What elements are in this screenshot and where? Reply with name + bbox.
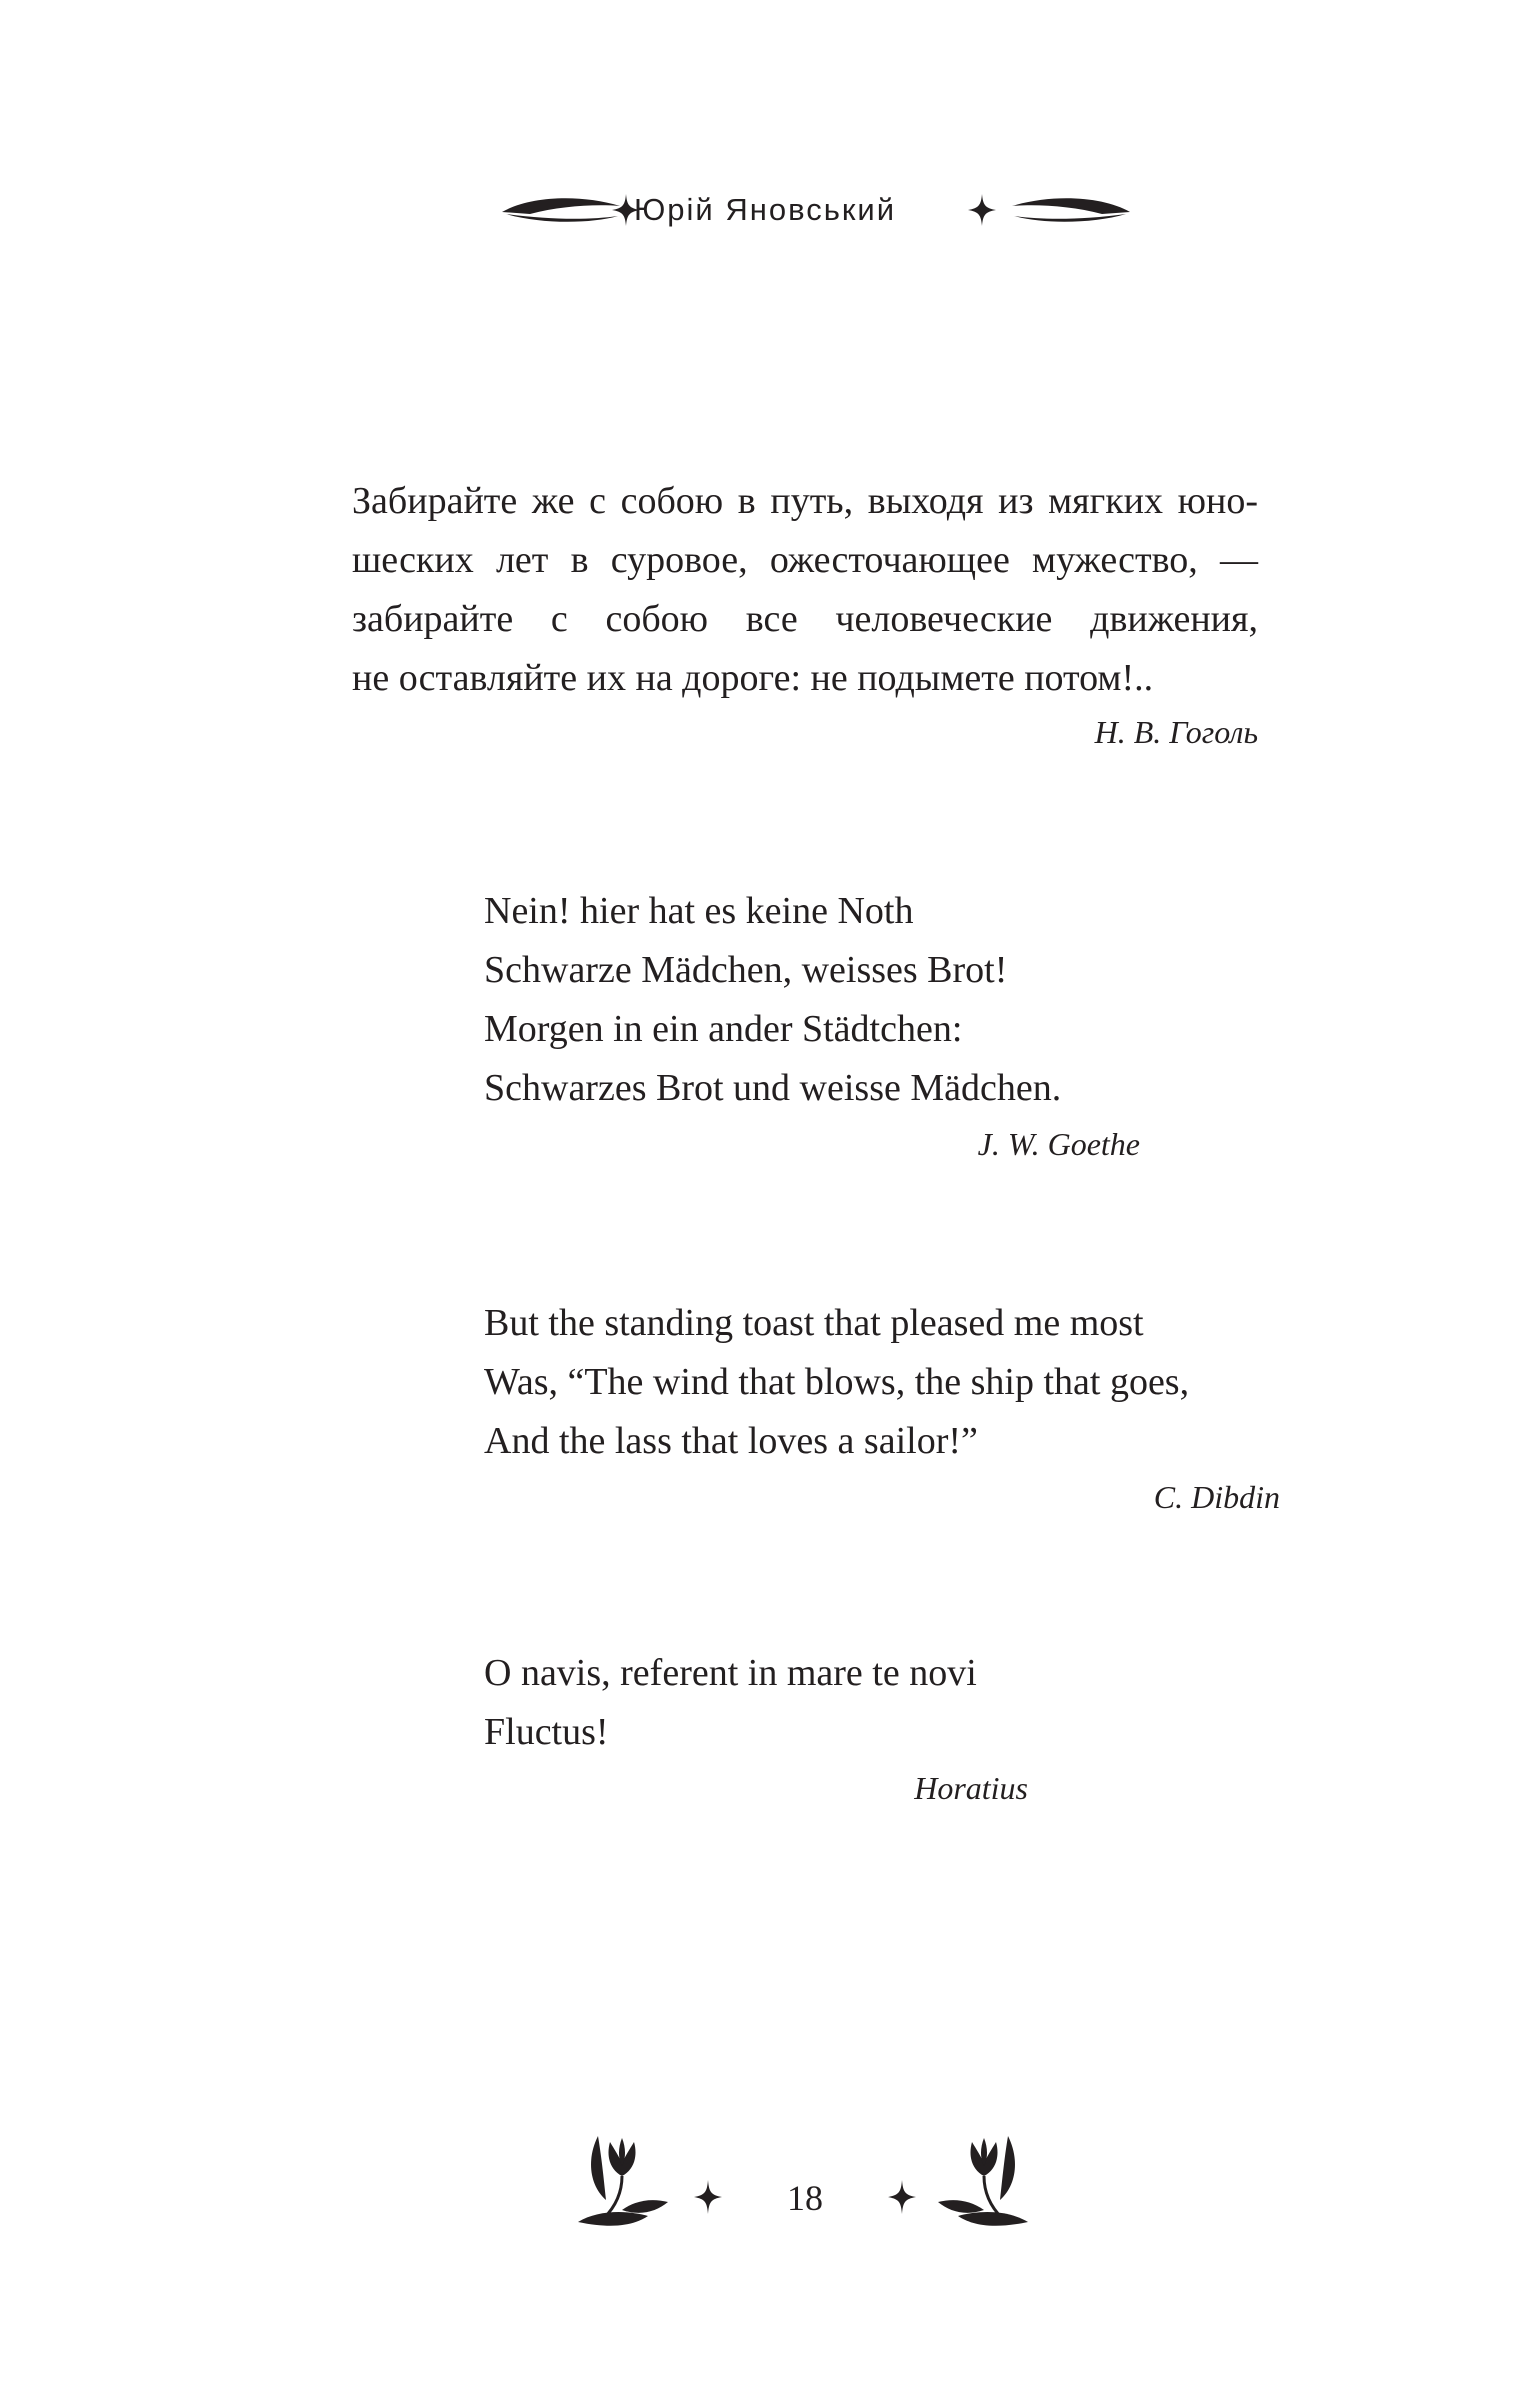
epigraph-line: Забирайте же с собою в путь, выходя из мягких юно-: [352, 480, 1258, 522]
epigraph-gogol: [352, 472, 1258, 752]
header-title: Юрій Яновський: [633, 192, 897, 227]
sparkle-icon: [888, 2180, 916, 2214]
epigraph-author: Horatius: [914, 1770, 1028, 1806]
sparkle-icon: [968, 194, 996, 226]
epigraph-line: шеских лет в суровое, ожесточающее мужество, —: [352, 539, 1258, 581]
epigraph-dibdin: [484, 1294, 1280, 1517]
epigraph-line: Morgen in ein ander Städtchen:: [484, 1008, 963, 1050]
epigraph-line: не оставляйте их на дороге: не подымете потом!..: [352, 657, 1154, 699]
epigraph-horatius: [484, 1644, 1028, 1808]
epigraph-author: C. Dibdin: [1153, 1479, 1280, 1515]
sparkle-icon: [694, 2180, 722, 2214]
epigraph-line: And the lass that loves a sailor!”: [484, 1420, 978, 1462]
epigraph-text: [484, 882, 1140, 1118]
epigraph-line: O navis, referent in mare te novi: [484, 1652, 977, 1694]
epigraph-author: J. W. Goethe: [977, 1126, 1140, 1162]
epigraph-text: [352, 472, 1258, 708]
running-header: [0, 180, 1530, 240]
epigraph-line: Was, “The wind that blows, the ship that goes,: [484, 1361, 1190, 1403]
page-number: 18: [787, 2178, 823, 2218]
epigraph-author: Н. В. Гоголь: [1094, 714, 1258, 750]
leaf-ornament-right-icon: [1010, 194, 1132, 228]
epigraph-line: Schwarzes Brot und weisse Mädchen.: [484, 1067, 1062, 1109]
epigraph-line: Schwarze Mädchen, weisses Brot!: [484, 949, 1008, 991]
epigraph-text: [484, 1294, 1280, 1471]
epigraph-line: забирайте с собою все человеческие движения,: [352, 598, 1258, 640]
floral-ornament-left-icon: [576, 2130, 670, 2234]
floral-ornament-right-icon: [936, 2130, 1030, 2234]
epigraph-text: [484, 1644, 1028, 1762]
epigraph-line: But the standing toast that pleased me most: [484, 1302, 1144, 1344]
epigraph-goethe: [484, 882, 1140, 1164]
epigraph-line: Nein! hier hat es keine Noth: [484, 890, 914, 932]
epigraph-line: Fluctus!: [484, 1711, 609, 1753]
